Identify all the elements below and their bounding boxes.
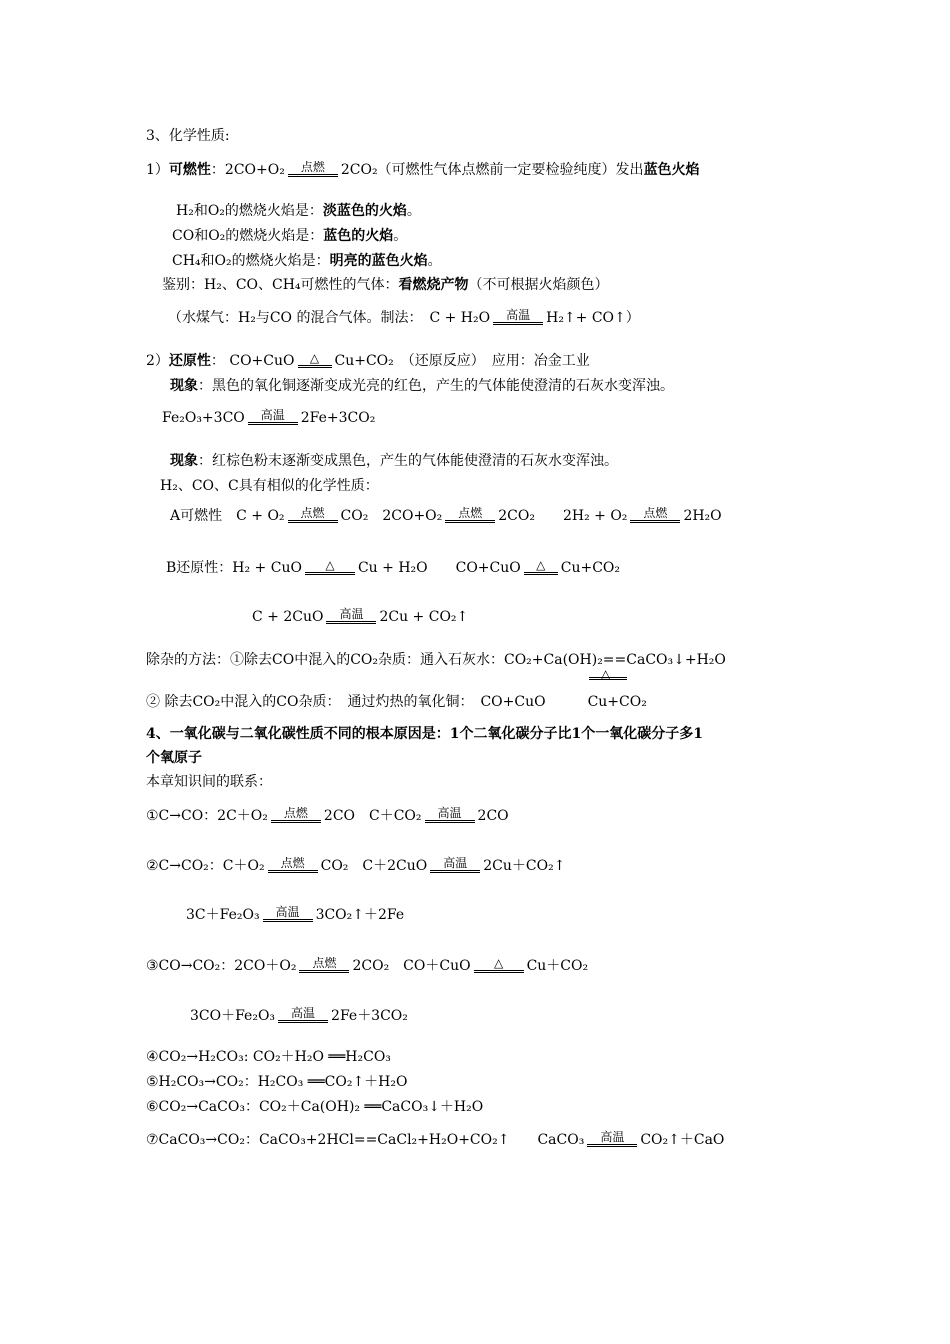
section-4-line-2: 个氧原子 xyxy=(146,750,202,766)
condition-heat: △ xyxy=(524,558,558,575)
condition-heat: △ xyxy=(474,956,524,973)
relation-co-fe2o3: 3CO＋Fe₂O₃ 高温 2Fe＋3CO₂ xyxy=(190,1006,408,1024)
section-4-line-1: 4、一氧化碳与二氧化碳性质不同的根本原因是：1个二氧化碳分子比1个一氧化碳分子多1 xyxy=(146,726,703,742)
combustibility-line: A可燃性 C + O₂ 点燃 CO₂ 2CO+O₂ 点燃 2CO₂ 2H₂ + O₂ 点燃 2H₂O xyxy=(170,506,722,524)
relation-co2-h2co3: ④CO₂→H₂CO₃: CO₂＋H₂O ══H₂CO₃ xyxy=(146,1049,391,1065)
condition-heat: △ xyxy=(305,558,355,575)
reduction-line: B还原性：H₂ + CuO △ Cu + H₂O CO+CuO △ Cu+CO₂ xyxy=(166,558,621,576)
relation-c-fe2o3: 3C＋Fe₂O₃ 高温 3CO₂↑＋2Fe xyxy=(186,905,405,923)
relation-c-co: ①C→CO：2C＋O₂ 点燃 2CO C＋CO₂ 高温 2CO xyxy=(146,806,509,824)
condition-ignite: 点燃 xyxy=(630,506,680,523)
condition-high-temp: 高温 xyxy=(248,408,298,425)
h2-flame-line: H₂和O₂的燃烧火焰是：淡蓝色的火焰。 xyxy=(176,203,421,219)
condition-high-temp: 高温 xyxy=(278,1006,328,1023)
fe2o3-reaction: Fe₂O₃+3CO 高温 2Fe+3CO₂ xyxy=(162,408,376,426)
reducibility-line: 2）还原性： CO+CuO △ Cu+CO₂ （还原反应） 应用：冶金工业 xyxy=(146,351,590,369)
condition-ignite: 点燃 xyxy=(288,506,338,523)
flammability-line: 1）可燃性：2CO+O₂ 点燃 2CO₂（可燃性气体点燃前一定要检验纯度）发出蓝色火焰 xyxy=(146,160,700,178)
water-gas-line: （水煤气：H₂与CO 的混合气体。制法： C + H₂O 高温 H₂↑+ CO↑） xyxy=(168,308,640,326)
section-3-title: 3、化学性质: xyxy=(146,128,230,144)
condition-ignite: 点燃 xyxy=(268,856,318,873)
condition-heat: △ xyxy=(298,351,332,368)
condition-high-temp: 高温 xyxy=(587,1130,637,1147)
co-flame-line: CO和O₂的燃烧火焰是：蓝色的火焰。 xyxy=(172,228,408,244)
ch4-flame-line: CH₄和O₂的燃烧火焰是：明亮的蓝色火焰。 xyxy=(172,253,442,269)
removal-method-1: 除杂的方法：①除去CO中混入的CO₂杂质：通入石灰水：CO₂+Ca(OH)₂==CaCO₃↓+H₂O xyxy=(146,652,726,668)
condition-ignite: 点燃 xyxy=(271,806,321,823)
condition-high-temp: 高温 xyxy=(493,308,543,325)
condition-ignite: 点燃 xyxy=(288,160,338,177)
phenomenon-1: 现象：黑色的氧化铜逐渐变成光亮的红色，产生的气体能使澄清的石灰水变浑浊。 xyxy=(170,378,674,394)
similar-properties: H₂、CO、C具有相似的化学性质： xyxy=(160,478,379,494)
condition-high-temp: 高温 xyxy=(425,806,475,823)
relation-co2-caco3: ⑥CO₂→CaCO₃：CO₂＋Ca(OH)₂ ══CaCO₃↓＋H₂O xyxy=(146,1099,484,1115)
condition-high-temp: 高温 xyxy=(263,905,313,922)
condition-high-temp: 高温 xyxy=(430,856,480,873)
links-title: 本章知识间的联系： xyxy=(146,774,272,790)
removal-method-2: ② 除去CO₂中混入的CO杂质： 通过灼热的氧化铜： CO+CuO Cu+CO₂ xyxy=(146,694,647,710)
phenomenon-2: 现象：红棕色粉末逐渐变成黑色，产生的气体能使澄清的石灰水变浑浊。 xyxy=(170,453,618,469)
relation-c-co2: ②C→CO₂：C＋O₂ 点燃 CO₂ C＋2CuO 高温 2Cu＋CO₂↑ xyxy=(146,856,566,874)
relation-co-co2: ③CO→CO₂：2CO＋O₂ 点燃 2CO₂ CO＋CuO △ Cu＋CO₂ xyxy=(146,956,589,974)
double-line-equals xyxy=(589,677,627,680)
condition-ignite: 点燃 xyxy=(299,956,349,973)
condition-high-temp: 高温 xyxy=(326,607,376,624)
identify-line: 鉴别：H₂、CO、CH₄可燃性的气体：看燃烧产物（不可根据火焰颜色） xyxy=(162,277,609,293)
carbon-reduction-line: C + 2CuO 高温 2Cu + CO₂↑ xyxy=(252,607,469,625)
relation-caco3-co2: ⑦CaCO₃→CO₂：CaCO₃+2HCl==CaCl₂+H₂O+CO₂↑ CaCO₃ 高温 CO₂↑＋CaO xyxy=(146,1130,725,1148)
relation-h2co3-co2: ⑤H₂CO₃→CO₂：H₂CO₃ ══CO₂↑＋H₂O xyxy=(146,1074,408,1090)
condition-ignite: 点燃 xyxy=(445,506,495,523)
heat-symbol: △ xyxy=(601,667,611,681)
